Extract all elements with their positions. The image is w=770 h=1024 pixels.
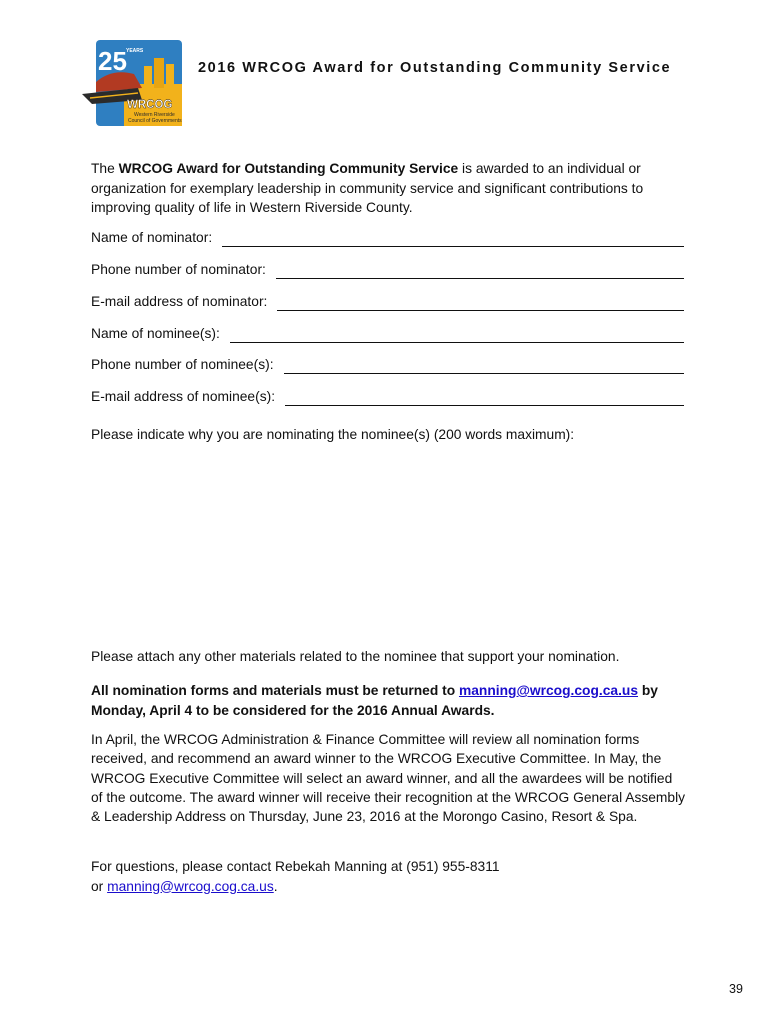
nominator-email-field bbox=[91, 293, 684, 311]
logo-building-3 bbox=[166, 64, 174, 88]
nominee-phone-field bbox=[91, 356, 684, 374]
attach-note: Please attach any other materials related to the nominee that support your nomination. bbox=[91, 649, 620, 664]
logo-years: YEARS bbox=[126, 48, 144, 54]
nominator-phone-label: Phone number of nominator: bbox=[91, 262, 266, 277]
nominator-name-field bbox=[91, 229, 684, 247]
contact-paragraph bbox=[91, 857, 691, 896]
nominee-email-input-line[interactable] bbox=[285, 391, 684, 406]
logo-wrcog: WRCOG bbox=[127, 99, 173, 111]
nominator-name-input-line[interactable] bbox=[222, 232, 684, 247]
nominee-phone-input-line[interactable] bbox=[284, 359, 684, 374]
deadline-email-link[interactable]: manning@wrcog.cog.ca.us bbox=[458, 683, 639, 698]
contact-or: or bbox=[91, 878, 108, 894]
intro-paragraph bbox=[91, 159, 691, 218]
nominator-name-label: Name of nominator: bbox=[91, 230, 213, 245]
nominator-phone-field bbox=[91, 261, 684, 279]
contact-line1: For questions, please contact Rebekah Manning at (951) 955-8311 bbox=[91, 859, 500, 874]
logo-org-line2: Council of Governments bbox=[128, 118, 182, 124]
intro-award-name: WRCOG Award for Outstanding Community Service bbox=[118, 161, 459, 176]
nominee-email-label: E-mail address of nominee(s): bbox=[91, 389, 276, 404]
nominator-email-label: E-mail address of nominator: bbox=[91, 294, 268, 309]
nominee-phone-label: Phone number of nominee(s): bbox=[91, 357, 274, 372]
nominator-email-input-line[interactable] bbox=[277, 296, 684, 311]
page-number: 39 bbox=[729, 982, 743, 996]
deadline-suffix: by Monday, April 4 to be considered for the 2016 Annual Awards. bbox=[91, 683, 658, 718]
intro-rest: is awarded to an individual or organization for exemplary leadership in community service and significant contributions to improving quality of life in Western Riverside County. bbox=[91, 161, 644, 215]
contact-period: . bbox=[273, 878, 278, 894]
nominee-name-input-line[interactable] bbox=[230, 328, 684, 343]
intro-prefix: The bbox=[91, 161, 119, 176]
nominee-email-field bbox=[91, 388, 684, 406]
reason-prompt: Please indicate why you are nominating the nominee(s) (200 words maximum): bbox=[91, 427, 575, 442]
form-title: 2016 WRCOG Award for Outstanding Community Service bbox=[198, 60, 672, 76]
nominee-name-label: Name of nominee(s): bbox=[91, 326, 220, 341]
contact-email-link[interactable]: manning@wrcog.cog.ca.us bbox=[107, 878, 274, 894]
deadline-paragraph bbox=[91, 681, 691, 720]
deadline-prefix: All nomination forms and materials must be returned to bbox=[91, 683, 459, 698]
logo-building-2 bbox=[154, 58, 164, 88]
april-paragraph: In April, the WRCOG Administration & Finance Committee will review all nomination forms received, and recommend an award winner to the WRCOG Executive Committee. In May, the WRCOG Executive Committee will select an award winner, and all the awardees will be notified of the outcome. The award winner will receive their recognition at the WRCOG General Assembly & Leadership Address on Thursday, June 23, 2016 at the Morongo Casino, Resort & Spa. bbox=[91, 732, 686, 825]
nominee-name-field bbox=[91, 325, 684, 343]
logo-25: 25 bbox=[98, 46, 127, 76]
nominator-phone-input-line[interactable] bbox=[276, 264, 684, 279]
logo-building-1 bbox=[144, 66, 152, 88]
wrcog-25-years-logo bbox=[82, 38, 184, 130]
logo-org-line1: Western Riverside bbox=[134, 112, 175, 118]
